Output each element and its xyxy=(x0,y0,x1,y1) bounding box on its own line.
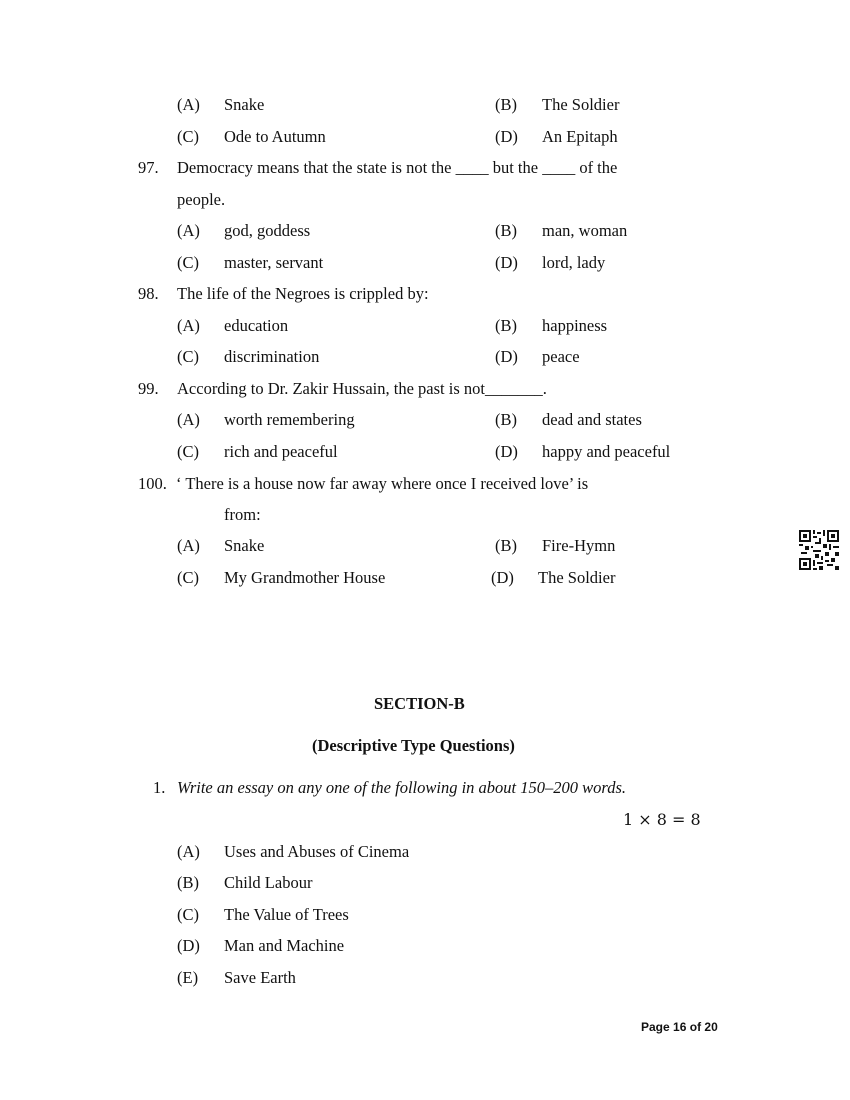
option-letter: (C) xyxy=(177,442,199,461)
option-letter: (A) xyxy=(177,316,200,335)
section-subtitle: (Descriptive Type Questions) xyxy=(312,736,515,755)
question-text: Write an essay on any one of the following in about 150–200 words. xyxy=(177,778,626,797)
option-letter: (D) xyxy=(491,568,514,587)
option-letter: (D) xyxy=(495,347,518,366)
question-text: from: xyxy=(224,505,261,524)
question-text: people. xyxy=(177,190,226,209)
option-text: My Grandmother House xyxy=(224,568,386,587)
option-text: peace xyxy=(542,347,580,366)
option-text: Snake xyxy=(224,95,265,114)
page-total: 20 xyxy=(704,1020,718,1034)
question-number: 1. xyxy=(153,778,166,797)
option-letter: (D) xyxy=(495,127,518,146)
option-letter: (C) xyxy=(177,905,199,924)
option-letter: (B) xyxy=(495,221,517,240)
option-text: An Epitaph xyxy=(542,127,618,146)
question-text: According to Dr. Zakir Hussain, the past is not_______. xyxy=(177,379,547,398)
page-current: 16 xyxy=(673,1020,687,1034)
question-number: 97. xyxy=(138,158,159,177)
page-footer xyxy=(641,1021,718,1033)
page-of: of xyxy=(689,1020,702,1034)
option-text: master, servant xyxy=(224,253,324,272)
option-letter: (C) xyxy=(177,347,199,366)
question-text: Democracy means that the state is not the ____ but the ____ of the xyxy=(177,158,618,177)
option-letter: (B) xyxy=(495,95,517,114)
qr-code-icon xyxy=(799,530,839,570)
option-letter: (A) xyxy=(177,842,200,861)
option-text: The Soldier xyxy=(538,568,616,587)
option-text: happy and peaceful xyxy=(542,442,671,461)
section-title: SECTION-B xyxy=(374,694,465,713)
option-text: Uses and Abuses of Cinema xyxy=(224,842,410,861)
option-letter: (B) xyxy=(495,410,517,429)
option-text: Fire-Hymn xyxy=(542,536,616,555)
option-letter: (A) xyxy=(177,410,200,429)
option-letter: (C) xyxy=(177,568,199,587)
question-number: 100. xyxy=(138,474,167,493)
option-text: Snake xyxy=(224,536,265,555)
question-number: 98. xyxy=(138,284,159,303)
option-text: Child Labour xyxy=(224,873,313,892)
option-letter: (B) xyxy=(495,536,517,555)
question-number: 99. xyxy=(138,379,159,398)
option-text: lord, lady xyxy=(542,253,606,272)
option-text: Ode to Autumn xyxy=(224,127,326,146)
option-letter: (E) xyxy=(177,968,199,987)
option-letter: (C) xyxy=(177,127,199,146)
question-text: The life of the Negroes is crippled by: xyxy=(177,284,429,303)
option-text: discrimination xyxy=(224,347,320,366)
option-text: The Soldier xyxy=(542,95,620,114)
option-letter: (A) xyxy=(177,536,200,555)
option-text: worth remembering xyxy=(224,410,355,429)
option-text: rich and peaceful xyxy=(224,442,338,461)
option-letter: (D) xyxy=(495,442,518,461)
option-text: man, woman xyxy=(542,221,628,240)
option-text: happiness xyxy=(542,316,608,335)
page-label: Page xyxy=(641,1020,670,1034)
option-letter: (B) xyxy=(177,873,199,892)
option-text: education xyxy=(224,316,289,335)
option-letter: (A) xyxy=(177,221,200,240)
marks-allocation: 1 × 8 = 8 xyxy=(623,810,701,829)
option-letter: (D) xyxy=(495,253,518,272)
option-text: Save Earth xyxy=(224,968,296,987)
option-text: The Value of Trees xyxy=(224,905,349,924)
option-letter: (C) xyxy=(177,253,199,272)
question-text: ‘ There is a house now far away where once I received love’ is xyxy=(176,474,589,493)
option-text: god, goddess xyxy=(224,221,311,240)
option-text: Man and Machine xyxy=(224,936,345,955)
option-text: dead and states xyxy=(542,410,642,429)
option-letter: (B) xyxy=(495,316,517,335)
option-letter: (A) xyxy=(177,95,200,114)
option-letter: (D) xyxy=(177,936,200,955)
